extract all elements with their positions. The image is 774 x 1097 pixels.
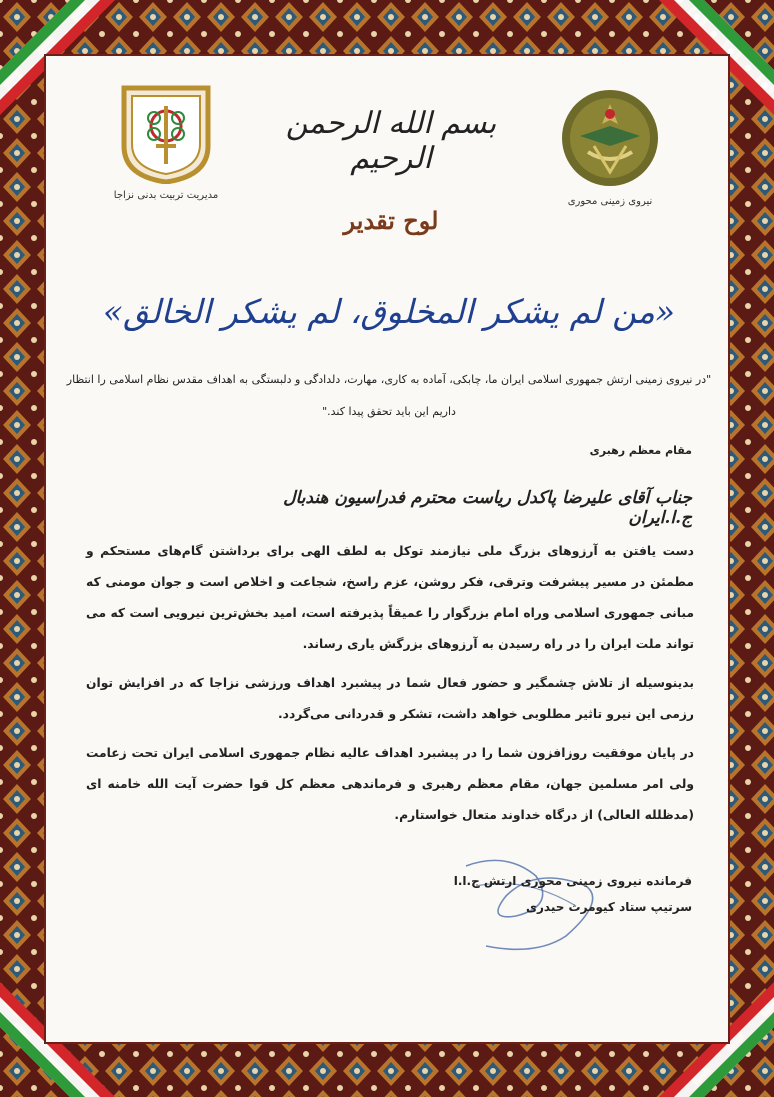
body-paragraph-1: دست یافتن به آرزوهای بزرگ ملی نیازمند توکل به لطف الهی برای برداشتن گام‌های مستحکم و مطمئن در مسیر پیشرفت وترقی، فکر روشن، عزم راسخ، شجاعت و اخلاص است و جوان مومنی که مبانی جمهوری اسلامی وراه امام بزرگوار را عمیقاً پذیرفته است، امید بخش‌ترین نیرویی است که می تواند ملت ایران را در راه رسیدن به آرزوهای بزرگش یاری رساند. [86, 544, 694, 651]
quote-line-2: داریم این باید تحقق پیدا کند." [322, 405, 456, 418]
recipient-line: جناب آقای علیرضا پاکدل ریاست محترم فدراسیون هندبال ج.ا.ایران [283, 488, 692, 528]
signatory-name: سرتیپ ستاد کیومرث حیدری [525, 900, 692, 914]
quote-line-1: "در نیروی زمینی ارتش جمهوری اسلامی ایران ما، چابکی، آماده به کاری، مهارت، دلدادگی و دلبستگی به اهداف مقدس نظام اسلامی را انتظار [66, 373, 712, 386]
leader-quote [62, 364, 716, 428]
basmala-calligraphy: بسم الله الرحمن الرحیم [285, 106, 497, 176]
physical-education-emblem-icon [116, 84, 216, 184]
certificate-title: لوح تقدیر [343, 206, 439, 235]
hadith-heading: «من لم یشکر المخلوق، لم یشکر الخالق» [102, 292, 676, 331]
quote-source: مقام معظم رهبری [589, 444, 692, 457]
certificate-text [86, 536, 694, 839]
certificate-body [44, 54, 730, 1044]
signatory-title: فرمانده نیروی زمینی محوری ارتش ج.ا.ا [453, 874, 692, 888]
signature-block [346, 868, 692, 920]
ground-forces-emblem-icon [558, 86, 662, 190]
body-paragraph-3: در پایان موفقیت روزافزون شما را در پیشبرد اهداف عالیه نظام جمهوری اسلامی ایران تحت زعامت ولی امر مسلمین جهان، مقام معظم رهبری و فرماندهی معظم کل قوا حضرت آیت الله خامنه ای (مدظلله العالی) از درگاه خداوند متعال خواستارم. [86, 746, 694, 822]
body-paragraph-2: بدینوسیله از تلاش چشمگیر و حضور فعال شما در پیشبرد اهداف ورزشی نزاجا که در افزایش توان رزمی این نیرو تاثیر مطلوبی خواهد داشت، تشکر و قدردانی می‌گردد. [86, 676, 694, 721]
left-logo-caption: مدیریت تربیت بدنی نزاجا [113, 190, 219, 201]
right-logo-caption: نیروی زمینی محوری [567, 196, 653, 207]
